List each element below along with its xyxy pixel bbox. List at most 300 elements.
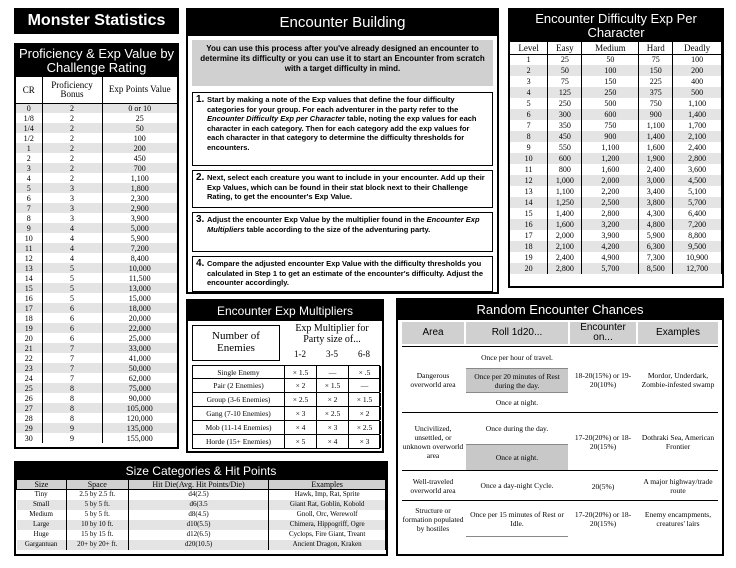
proficiency-cell: 5 [42, 263, 102, 273]
diff-cell: 15 [510, 208, 548, 219]
random-group-2 [402, 412, 718, 470]
mult-cell: — [317, 366, 349, 379]
size-row [17, 500, 386, 510]
size-cell: 20+ by 20+ ft. [66, 540, 128, 550]
diff-cell: 1,600 [639, 142, 673, 153]
proficiency-cell: 6 [42, 303, 102, 313]
cr-cell: 29 [16, 423, 42, 433]
size-cell: d12(6.5) [128, 530, 269, 540]
proficiency-row [16, 183, 177, 193]
diff-cell: 17 [510, 230, 548, 241]
col-cr: CR [16, 77, 42, 103]
exp-cell: 18,000 [128, 303, 151, 313]
exp-cell: 15,000 [128, 293, 151, 303]
difficulty-row [510, 219, 722, 230]
diff-cell: 7 [510, 120, 548, 131]
diff-cell: 1,900 [639, 153, 673, 164]
random-area: Dangerous overworld area [410, 371, 456, 389]
proficiency-row [16, 193, 177, 203]
proficiency-cell: 2 [42, 103, 102, 113]
size-cell: d20(10.5) [128, 540, 269, 550]
size-row [17, 490, 386, 500]
diff-cell: 1,100 [582, 142, 639, 153]
difficulty-row [510, 252, 722, 263]
proficiency-row [16, 393, 177, 403]
difficulty-row [510, 230, 722, 241]
proficiency-cell: 2 [42, 113, 102, 123]
diff-cell: 8,500 [639, 263, 673, 274]
diff-cell: 1,250 [548, 197, 582, 208]
exp-cell: 200 [133, 143, 146, 153]
size-cell: Cyclops, Fire Giant, Treant [269, 530, 386, 540]
size-table [16, 479, 386, 550]
mult-cell: × .5 [349, 366, 381, 379]
cr-cell: 30 [16, 433, 42, 443]
step-text-end: table, noting the exp values for each character in each category. Then for each category add the exp values for each character in that category to determine the difficulty thresholds for encounters. [207, 114, 477, 152]
mult-cell: × 2 [285, 379, 317, 392]
random-example: Mordor, Underdark, Zombie-infested swamp [641, 371, 715, 389]
diff-cell: 18 [510, 241, 548, 252]
monster-statistics-title: Monster Statistics [14, 8, 179, 34]
size-cell: Chimera, Hippogriff, Ogre [269, 520, 386, 530]
step-text: Adjust the encounter Exp Value by the multiplier found in the [207, 215, 427, 224]
size-cell: d10(5.5) [128, 520, 269, 530]
difficulty-row [510, 164, 722, 175]
random-area: Well-traveled overworld area [410, 477, 456, 495]
proficiency-cell: 9 [42, 423, 102, 433]
proficiency-row [16, 153, 177, 163]
diff-cell: 3 [510, 76, 548, 87]
proficiency-cell: 7 [42, 373, 102, 383]
step-4 [192, 256, 493, 292]
diff-cell: 50 [548, 65, 582, 76]
size-cell: Ancient Dragon, Kraken [269, 540, 386, 550]
diff-cell: 19 [510, 252, 548, 263]
diff-cell: 1,400 [548, 208, 582, 219]
size-cell: 5 by 5 ft. [66, 500, 128, 510]
cr-cell: 8 [16, 213, 42, 223]
difficulty-row [510, 120, 722, 131]
diff-cell: 5,100 [673, 186, 722, 197]
random-roll: Once at night. [466, 445, 568, 471]
diff-cell: 12,700 [673, 263, 722, 274]
diff-cell: 2,200 [582, 186, 639, 197]
step-text-end: table according to the size of the adventuring party. [244, 224, 431, 234]
diff-cell: 125 [548, 87, 582, 98]
exp-cell: 5,900 [130, 233, 149, 243]
random-roll: Once per 15 minutes of Rest or Idle. [466, 501, 568, 537]
proficiency-cell: 6 [42, 333, 102, 343]
diff-cell: 750 [582, 120, 639, 131]
multiplier-row [192, 365, 380, 379]
size-row [17, 510, 386, 520]
random-example: Enemy encampments, creatures' lairs [644, 510, 712, 528]
cr-cell: 16 [16, 293, 42, 303]
proficiency-cell: 2 [42, 153, 102, 163]
cr-cell: 3 [16, 163, 42, 173]
proficiency-cell: 6 [42, 323, 102, 333]
proficiency-row [16, 333, 177, 343]
diff-cell: 450 [548, 131, 582, 142]
difficulty-row [510, 208, 722, 219]
random-group-3 [402, 470, 718, 500]
diff-cell: 1,700 [673, 120, 722, 131]
diff-cell: 2,100 [548, 241, 582, 252]
step-number: 2. [196, 172, 205, 183]
step-2 [192, 170, 493, 208]
mult-cell: Mob (11-14 Enemies) [193, 421, 285, 434]
proficiency-cell: 8 [42, 393, 102, 403]
proficiency-row [16, 383, 177, 393]
proficiency-panel [14, 43, 179, 449]
exp-cell: 10,000 [128, 263, 151, 273]
exp-cell: 13,000 [128, 283, 151, 293]
random-example: A major highway/trade route [643, 477, 713, 495]
multipliers-panel [186, 299, 384, 453]
exp-cell: 20,000 [128, 313, 151, 323]
cr-cell: 22 [16, 353, 42, 363]
diff-cell: 1 [510, 54, 548, 65]
mult-cell: × 4 [285, 421, 317, 434]
proficiency-row [16, 323, 177, 333]
exp-cell: 25,000 [128, 333, 151, 343]
cr-cell: 1/2 [16, 133, 42, 143]
diff-cell: 600 [548, 153, 582, 164]
proficiency-cell: 4 [42, 233, 102, 243]
random-area: Uncivilized, unsettled, or unknown overworld area [402, 424, 464, 460]
diff-cell: 6 [510, 109, 548, 120]
proficiency-row [16, 343, 177, 353]
cr-cell: 17 [16, 303, 42, 313]
diff-cell: 7,200 [673, 219, 722, 230]
proficiency-cell: 7 [42, 343, 102, 353]
multiplier-row [192, 421, 380, 435]
proficiency-cell: 4 [42, 223, 102, 233]
mult-cell: × 2.5 [317, 407, 349, 420]
cr-cell: 11 [16, 243, 42, 253]
proficiency-cell: 3 [42, 193, 102, 203]
diff-cell: 900 [639, 109, 673, 120]
exp-cell: 62,000 [128, 373, 151, 383]
random-roll: Once a day-night Cycle. [466, 471, 568, 501]
diff-cell: 2,400 [673, 142, 722, 153]
diff-cell: 9,500 [673, 241, 722, 252]
step-emphasis: Encounter Exp Multipliers [207, 215, 480, 234]
random-roll: Once per hour of travel. [466, 347, 568, 369]
diff-cell: 550 [548, 142, 582, 153]
exp-cell: 1,800 [130, 183, 149, 193]
diff-cell: 5 [510, 98, 548, 109]
diff-cell: 225 [639, 76, 673, 87]
proficiency-cell: 5 [42, 293, 102, 303]
random-area: Structure or formation populated by hostiles [402, 505, 464, 533]
diff-cell: 2,800 [582, 208, 639, 219]
random-col-3: Examples [638, 322, 718, 344]
cr-cell: 7 [16, 203, 42, 213]
diff-cell: 150 [639, 65, 673, 76]
mult-cell: Pair (2 Enemies) [193, 379, 285, 392]
diff-col-easy: Easy [548, 42, 582, 54]
diff-cell: 2 [510, 65, 548, 76]
cr-cell: 26 [16, 393, 42, 403]
step-text: Compare the adjusted encounter Exp Value with the difficulty thresholds you calculated in Step 1 to get an estimate of the encounter's difficulty. Adjust the encounter accordingly. [207, 259, 483, 287]
step-1 [192, 92, 493, 166]
random-encounter-panel [396, 298, 724, 556]
multiplier-row [192, 379, 380, 393]
proficiency-title: Proficiency & Exp Value by Challenge Rating [16, 45, 177, 77]
random-example: Dothraki Sea, American Frontier [641, 433, 715, 451]
diff-cell: 600 [582, 109, 639, 120]
exp-cell: 450 [133, 153, 146, 163]
difficulty-row [510, 263, 722, 274]
proficiency-cell: 2 [42, 123, 102, 133]
mult-cell: × 2.5 [285, 393, 317, 406]
cr-cell: 14 [16, 273, 42, 283]
diff-cell: 500 [673, 87, 722, 98]
multipliers-title: Encounter Exp Multipliers [188, 301, 382, 321]
exp-cell: 2,300 [130, 193, 149, 203]
cr-cell: 12 [16, 253, 42, 263]
size-title: Size Categories & Hit Points [16, 463, 386, 479]
difficulty-row [510, 186, 722, 197]
diff-cell: 75 [548, 76, 582, 87]
difficulty-row [510, 98, 722, 109]
diff-cell: 8 [510, 131, 548, 142]
proficiency-row [16, 293, 177, 303]
random-on: 18-20(15%) or 19-20(10%) [574, 371, 632, 389]
diff-cell: 250 [548, 98, 582, 109]
proficiency-row [16, 363, 177, 373]
diff-cell: 4 [510, 87, 548, 98]
cr-cell: 4 [16, 173, 42, 183]
diff-cell: 75 [639, 54, 673, 65]
proficiency-cell: 2 [42, 133, 102, 143]
diff-cell: 1,100 [548, 186, 582, 197]
col-proficiency: Proficiency Bonus [42, 77, 102, 103]
step-3 [192, 212, 493, 252]
encounter-building-intro: You can use this process after you've already designed an encounter to determine its difficulty or you can use it to start an Encounter from scratch with a target difficulty in mind. [192, 40, 493, 86]
diff-cell: 3,800 [639, 197, 673, 208]
proficiency-row [16, 163, 177, 173]
multiplier-row [192, 407, 380, 421]
encounter-building-panel [186, 8, 499, 294]
proficiency-cell: 2 [42, 163, 102, 173]
random-encounter-title: Random Encounter Chances [398, 300, 722, 320]
diff-cell: 5,700 [582, 263, 639, 274]
diff-cell: 25 [548, 54, 582, 65]
party-size-6-8: 6-8 [358, 349, 370, 359]
exp-cell: 41,000 [128, 353, 151, 363]
difficulty-row [510, 175, 722, 186]
mult-cell: × 2 [317, 393, 349, 406]
proficiency-cell: 3 [42, 213, 102, 223]
exp-cell: 33,000 [128, 343, 151, 353]
proficiency-row [16, 253, 177, 263]
step-number: 4. [196, 258, 205, 269]
cr-cell: 15 [16, 283, 42, 293]
multiplier-row [192, 393, 380, 407]
size-col-1: Space [66, 480, 128, 490]
diff-cell: 1,200 [582, 153, 639, 164]
diff-cell: 400 [673, 76, 722, 87]
size-row [17, 520, 386, 530]
diff-cell: 12 [510, 175, 548, 186]
diff-cell: 375 [639, 87, 673, 98]
diff-cell: 300 [548, 109, 582, 120]
diff-cell: 10 [510, 153, 548, 164]
difficulty-table [510, 42, 722, 274]
mult-cell: × 3 [349, 435, 381, 448]
step-text: Start by making a note of the Exp values that define the four difficulty categories for your group. For each adventurer in the party refer to the [207, 95, 459, 114]
step-emphasis: Encounter Difficulty Exp per Character [207, 114, 345, 123]
size-row [17, 540, 386, 550]
cr-cell: 9 [16, 223, 42, 233]
diff-cell: 800 [548, 164, 582, 175]
size-cell: 5 by 5 ft. [66, 510, 128, 520]
diff-cell: 6,300 [639, 241, 673, 252]
exp-cell: 1,100 [130, 173, 149, 183]
diff-cell: 5,700 [673, 197, 722, 208]
size-cell: d6(3.5 [128, 500, 269, 510]
mult-head-enemies: Number of Enemies [192, 325, 280, 361]
diff-cell: 1,400 [639, 131, 673, 142]
size-cell: 10 by 10 ft. [66, 520, 128, 530]
size-cell: d4(2.5) [128, 490, 269, 500]
cr-cell: 27 [16, 403, 42, 413]
diff-cell: 16 [510, 219, 548, 230]
exp-cell: 22,000 [128, 323, 151, 333]
cr-cell: 2 [16, 153, 42, 163]
random-on: 20(5%) [591, 481, 615, 491]
step-text: Next, select each creature you want to include in your encounter. Add up their Exp Values, which can be found in their stat block next to their Challenge Rating, to get the encounter's Exp Value. [207, 173, 485, 201]
random-col-2: Encounter on... [570, 322, 636, 344]
cr-cell: 24 [16, 373, 42, 383]
proficiency-row [16, 423, 177, 433]
proficiency-cell: 2 [42, 173, 102, 183]
party-size-3-5: 3-5 [326, 349, 338, 359]
cr-cell: 25 [16, 383, 42, 393]
diff-cell: 14 [510, 197, 548, 208]
col-exp: Exp Points Value [108, 84, 171, 95]
size-row [17, 530, 386, 540]
random-roll: Once per 20 minutes of Rest during the day. [466, 369, 568, 393]
proficiency-cell: 5 [42, 283, 102, 293]
cr-cell: 20 [16, 333, 42, 343]
encounter-building-title: Encounter Building [188, 10, 497, 36]
diff-cell: 3,600 [673, 164, 722, 175]
diff-cell: 2,000 [582, 175, 639, 186]
mult-cell: Single Enemy [193, 366, 285, 379]
size-cell: Huge [17, 530, 67, 540]
proficiency-row [16, 273, 177, 283]
difficulty-row [510, 109, 722, 120]
size-cell: Hawk, Imp, Rat, Sprite [269, 490, 386, 500]
diff-cell: 3,400 [639, 186, 673, 197]
diff-cell: 900 [582, 131, 639, 142]
random-roll: Once during the day. [466, 413, 568, 445]
diff-cell: 2,100 [673, 131, 722, 142]
size-cell: Tiny [17, 490, 67, 500]
proficiency-row [16, 123, 177, 133]
proficiency-row [16, 223, 177, 233]
proficiency-row [16, 113, 177, 123]
mult-cell: × 1.5 [317, 379, 349, 392]
size-cell: Small [17, 500, 67, 510]
diff-cell: 1,600 [548, 219, 582, 230]
proficiency-table [16, 77, 177, 443]
mult-cell: × 5 [285, 435, 317, 448]
diff-col-hard: Hard [639, 42, 673, 54]
diff-cell: 100 [582, 65, 639, 76]
cr-cell: 1/8 [16, 113, 42, 123]
size-col-3: Examples [269, 480, 386, 490]
size-col-2: Hit Die(Avg. Hit Points/Die) [128, 480, 269, 490]
difficulty-row [510, 76, 722, 87]
diff-cell: 2,800 [548, 263, 582, 274]
cr-cell: 0 [16, 103, 42, 113]
diff-cell: 20 [510, 263, 548, 274]
multiplier-row [192, 435, 380, 449]
diff-cell: 3,200 [582, 219, 639, 230]
diff-col-level: Level [510, 42, 548, 54]
diff-cell: 1,100 [673, 98, 722, 109]
diff-cell: 6,400 [673, 208, 722, 219]
exp-cell: 11,500 [128, 273, 151, 283]
proficiency-row [16, 353, 177, 363]
diff-cell: 4,900 [582, 252, 639, 263]
step-number: 3. [196, 214, 205, 225]
mult-cell: — [349, 379, 381, 392]
proficiency-cell: 5 [42, 273, 102, 283]
proficiency-cell: 6 [42, 313, 102, 323]
difficulty-row [510, 131, 722, 142]
proficiency-row [16, 403, 177, 413]
proficiency-cell: 3 [42, 183, 102, 193]
mult-cell: Gang (7-10 Enemies) [193, 407, 285, 420]
random-group-1 [402, 346, 718, 412]
exp-cell: 2,900 [130, 203, 149, 213]
proficiency-cell: 8 [42, 413, 102, 423]
diff-cell: 100 [673, 54, 722, 65]
proficiency-row [16, 143, 177, 153]
diff-cell: 7,300 [639, 252, 673, 263]
exp-cell: 50,000 [128, 363, 151, 373]
proficiency-row [16, 263, 177, 273]
difficulty-title: Encounter Difficulty Exp Per Character [510, 10, 722, 42]
random-group-4 [402, 500, 718, 536]
proficiency-row [16, 243, 177, 253]
diff-cell: 9 [510, 142, 548, 153]
diff-cell: 10,900 [673, 252, 722, 263]
size-panel [14, 461, 388, 556]
diff-cell: 500 [582, 98, 639, 109]
cr-cell: 19 [16, 323, 42, 333]
size-cell: d8(4.5) [128, 510, 269, 520]
mult-head-party: Exp Multiplier for Party size of... [295, 323, 369, 345]
random-roll: Once at night. [466, 393, 568, 413]
difficulty-row [510, 87, 722, 98]
proficiency-cell: 4 [42, 243, 102, 253]
diff-cell: 11 [510, 164, 548, 175]
diff-cell: 2,400 [548, 252, 582, 263]
difficulty-row [510, 197, 722, 208]
diff-cell: 2,500 [582, 197, 639, 208]
diff-cell: 4,300 [639, 208, 673, 219]
diff-cell: 50 [582, 54, 639, 65]
diff-cell: 13 [510, 186, 548, 197]
cr-cell: 1/4 [16, 123, 42, 133]
exp-cell: 75,000 [128, 383, 151, 393]
